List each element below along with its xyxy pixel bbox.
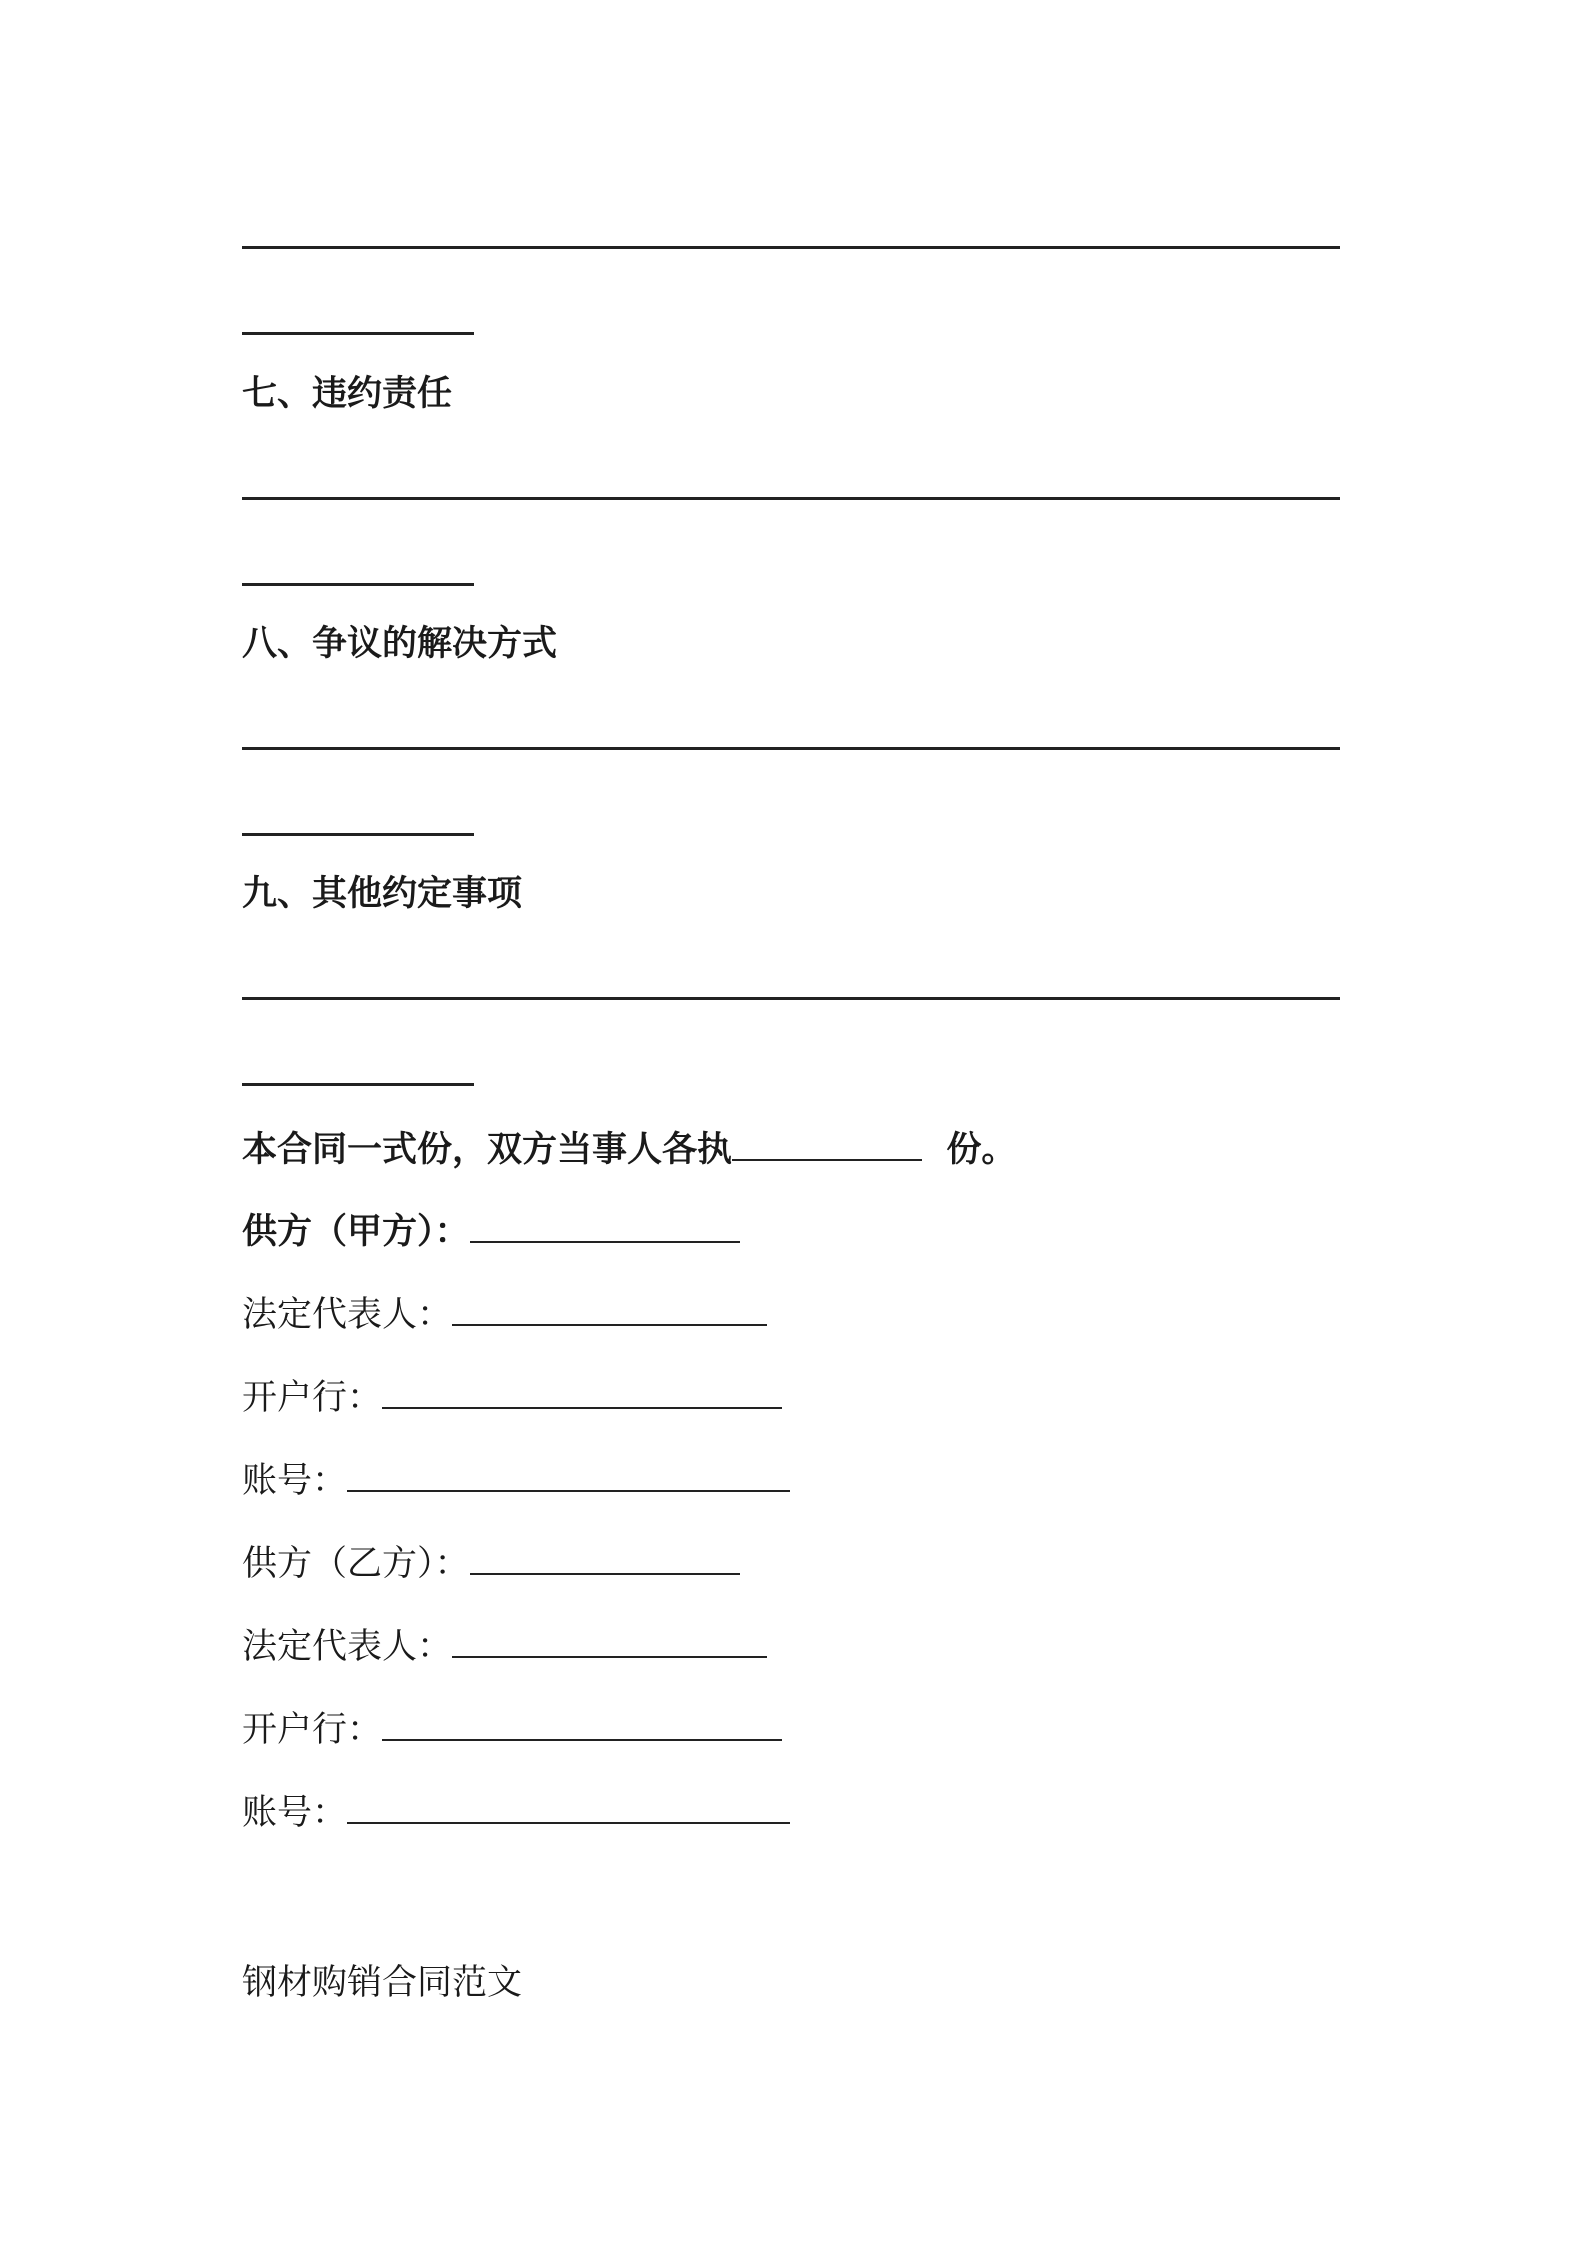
copies-prefix: 本合同一式份，双方当事人各执 [242, 1130, 733, 1170]
section-heading-other: 九、其他约定事项 [242, 874, 523, 914]
party-a-supplier-row [242, 1210, 740, 1254]
party-a-account-label: 账号： [242, 1461, 348, 1501]
blank-line [242, 583, 474, 586]
party-b-bank-row [242, 1708, 782, 1752]
copies-clause [242, 1128, 1016, 1172]
blank-line [242, 497, 1340, 500]
party-b-legal-rep-blank[interactable] [452, 1626, 767, 1658]
blank-line [242, 332, 474, 335]
blank-line [242, 747, 1340, 750]
section-heading-breach: 七、违约责任 [242, 374, 453, 414]
party-b-legal-rep-label: 法定代表人： [242, 1627, 453, 1667]
party-b-supplier-blank[interactable] [470, 1543, 740, 1575]
party-a-legal-rep-blank[interactable] [452, 1294, 767, 1326]
section-heading-dispute: 八、争议的解决方式 [242, 624, 558, 664]
party-a-supplier-blank[interactable] [470, 1211, 740, 1243]
party-a-account-blank[interactable] [347, 1460, 790, 1492]
party-b-account-row [242, 1791, 790, 1835]
party-a-bank-label: 开户行： [242, 1378, 383, 1418]
party-a-account-row [242, 1459, 790, 1503]
party-a-legal-rep-row [242, 1293, 767, 1337]
copies-blank[interactable] [732, 1129, 922, 1161]
party-b-bank-blank[interactable] [382, 1709, 782, 1741]
party-a-supplier-label: 供方（甲方）： [242, 1212, 470, 1252]
party-b-supplier-label: 供方（乙方）： [242, 1544, 470, 1584]
party-a-bank-row [242, 1376, 782, 1420]
blank-line [242, 246, 1340, 249]
party-a-bank-blank[interactable] [382, 1377, 782, 1409]
blank-line [242, 997, 1340, 1000]
copies-suffix: 份。 [946, 1130, 1017, 1170]
next-document-title: 钢材购销合同范文 [242, 1963, 523, 2003]
party-b-account-label: 账号： [242, 1793, 348, 1833]
party-b-supplier-row [242, 1542, 740, 1586]
party-b-bank-label: 开户行： [242, 1710, 383, 1750]
party-a-legal-rep-label: 法定代表人： [242, 1295, 453, 1335]
blank-line [242, 833, 474, 836]
party-b-account-blank[interactable] [347, 1792, 790, 1824]
party-b-legal-rep-row [242, 1625, 767, 1669]
blank-line [242, 1083, 474, 1086]
